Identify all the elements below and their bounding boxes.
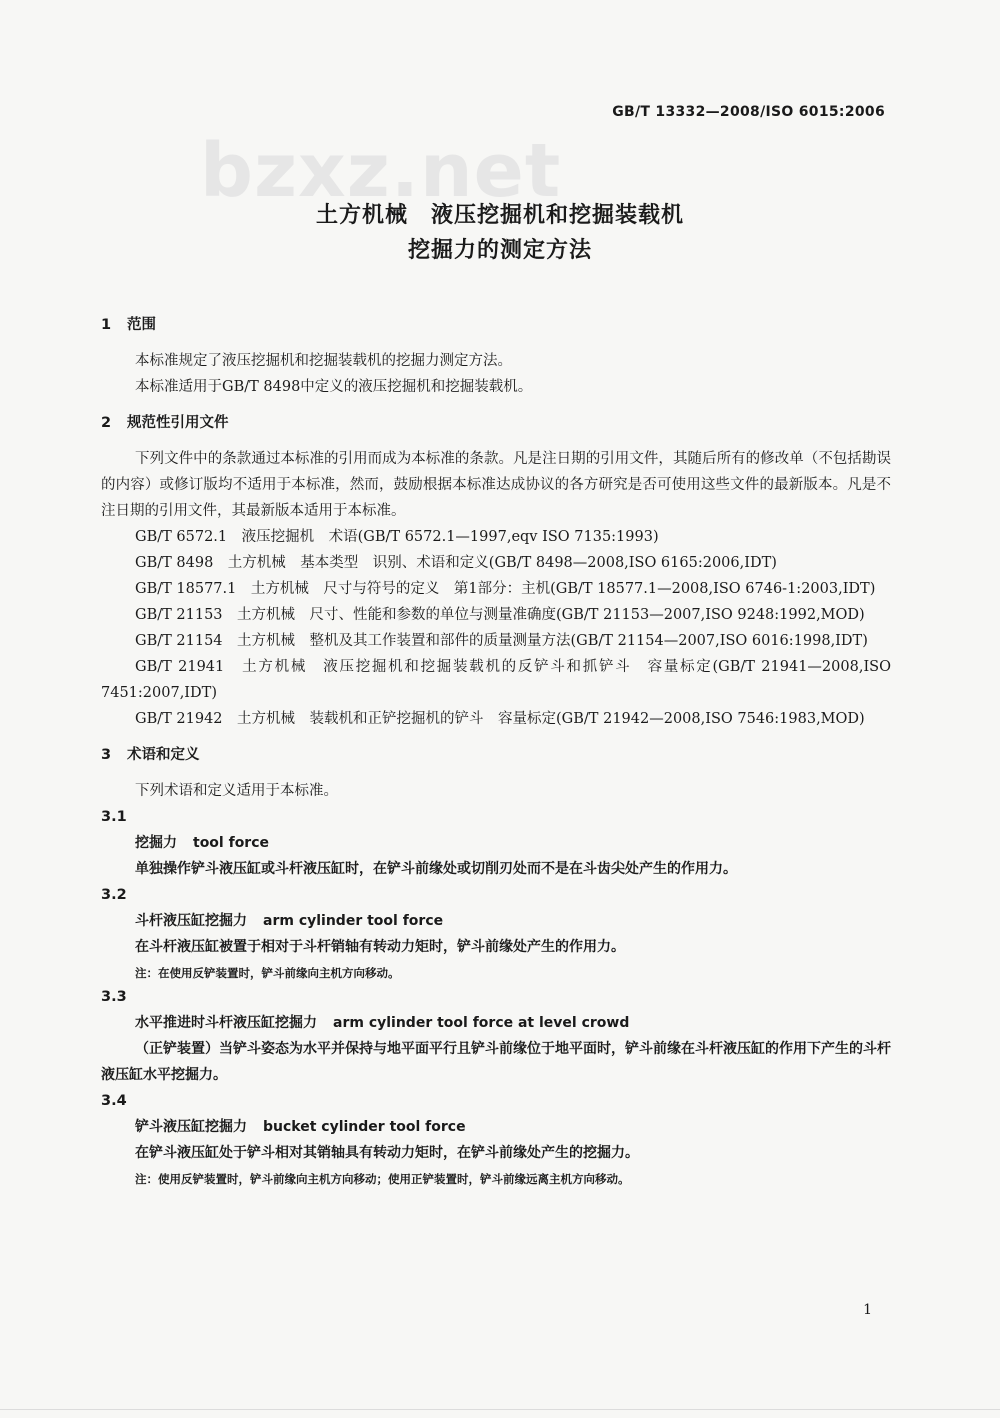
- reference-item: GB/T 21942 土方机械 装载机和正铲挖掘机的铲斗 容量标定(GB/T 21942—2008,ISO 7546:1983,MOD): [135, 711, 865, 727]
- page-bottom-edge: [0, 1409, 1000, 1410]
- section-heading: [101, 742, 891, 768]
- reference-item: GB/T 21941 土方机械 液压挖掘机和挖掘装载机的反铲斗和抓铲斗 容量标定(GB/T 21941—2008,ISO 7451:2007,IDT): [101, 659, 891, 701]
- term-name: [101, 1010, 891, 1036]
- term-number: 3.4: [101, 1093, 127, 1109]
- term-name-en: arm cylinder tool force: [263, 913, 444, 929]
- reference-item: GB/T 8498 土方机械 基本类型 识别、术语和定义(GB/T 8498—2008,ISO 6165:2006,IDT): [135, 555, 777, 571]
- term-name: [101, 1114, 891, 1140]
- standard-code: GB/T 13332—2008/ISO 6015:2006: [612, 104, 885, 120]
- reference-item: GB/T 21153 土方机械 尺寸、性能和参数的单位与测量准确度(GB/T 21153—2007,ISO 9248:1992,MOD): [135, 607, 865, 623]
- reference-item: GB/T 6572.1 液压挖掘机 术语(GB/T 6572.1—1997,eqv ISO 7135:1993): [135, 529, 659, 545]
- term-name: [101, 908, 891, 934]
- section-number: 1: [101, 317, 112, 333]
- document-title-line2: 挖掘力的测定方法: [407, 238, 592, 263]
- section-number: 2: [101, 415, 112, 431]
- term-definition: 在斗杆液压缸被置于相对于斗杆销轴有转动力矩时，铲斗前缘处产生的作用力。: [135, 939, 625, 955]
- term-definition: 在铲斗液压缸处于铲斗相对其销轴具有转动力矩时，在铲斗前缘处产生的挖掘力。: [135, 1145, 639, 1161]
- paragraph: 下列文件中的条款通过本标准的引用而成为本标准的条款。凡是注日期的引用文件，其随后所有的修改单（不包括勘误的内容）或修订版均不适用于本标准，然而，鼓励根据本标准达成协议的各方研究是否可使用这些文件的最新版本。凡是不注日期的引用文件，其最新版本适用于本标准。: [101, 451, 891, 519]
- section-title: 规范性引用文件: [127, 415, 229, 431]
- section-title: 术语和定义: [127, 747, 200, 763]
- paragraph: 下列术语和定义适用于本标准。: [135, 783, 338, 799]
- term-note: 注：使用反铲装置时，铲斗前缘向主机方向移动；使用正铲装置时，铲斗前缘远离主机方向移动。: [135, 1172, 630, 1186]
- section-heading: [101, 312, 891, 338]
- term-note: 注：在使用反铲装置时，铲斗前缘向主机方向移动。: [135, 966, 400, 980]
- term-name-cn: 挖掘力: [135, 835, 177, 851]
- document-body: [101, 312, 891, 1190]
- section-number: 3: [101, 747, 112, 763]
- term-name-cn: 水平推进时斗杆液压缸挖掘力: [135, 1015, 317, 1031]
- term-name-cn: 铲斗液压缸挖掘力: [135, 1119, 247, 1135]
- section-title: 范围: [127, 317, 156, 333]
- document-title-line1: 土方机械 液压挖掘机和挖掘装载机: [315, 203, 684, 228]
- term-number: 3.3: [101, 989, 127, 1005]
- term-number: 3.2: [101, 887, 127, 903]
- term-name-en: bucket cylinder tool force: [263, 1119, 466, 1135]
- term-name-en: arm cylinder tool force at level crowd: [333, 1015, 630, 1031]
- paragraph: 本标准规定了液压挖掘机和挖掘装载机的挖掘力测定方法。: [135, 353, 512, 369]
- term-name-en: tool force: [193, 835, 270, 851]
- watermark: bzxz.net: [200, 128, 562, 214]
- reference-item: GB/T 18577.1 土方机械 尺寸与符号的定义 第1部分：主机(GB/T 18577.1—2008,ISO 6746-1:2003,IDT): [135, 581, 876, 597]
- term-number: 3.1: [101, 809, 127, 825]
- section-heading: [101, 410, 891, 436]
- term-definition: 单独操作铲斗液压缸或斗杆液压缸时，在铲斗前缘处或切削刃处而不是在斗齿尖处产生的作用力。: [135, 861, 737, 877]
- term-definition: （正铲装置）当铲斗姿态为水平并保持与地平面平行且铲斗前缘位于地平面时，铲斗前缘在斗杆液压缸的作用下产生的斗杆液压缸水平挖掘力。: [101, 1041, 891, 1083]
- page-number: 1: [863, 1302, 872, 1318]
- term-name: [101, 830, 891, 856]
- reference-item: GB/T 21154 土方机械 整机及其工作装置和部件的质量测量方法(GB/T 21154—2007,ISO 6016:1998,IDT): [135, 633, 868, 649]
- term-name-cn: 斗杆液压缸挖掘力: [135, 913, 247, 929]
- paragraph: 本标准适用于GB/T 8498中定义的液压挖掘机和挖掘装载机。: [135, 379, 533, 395]
